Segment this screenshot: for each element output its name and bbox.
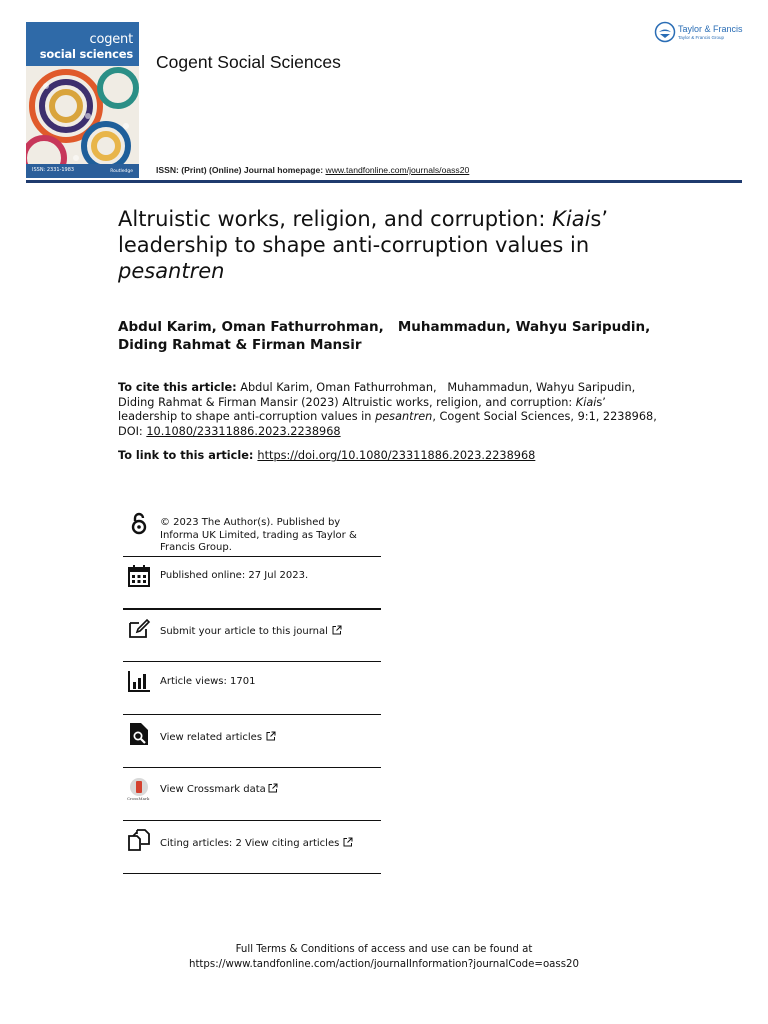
- cite-text-3: , Cogent Social Sciences, 9:1, 2238968, DOI:: [118, 410, 657, 438]
- external-link-icon: [343, 837, 353, 847]
- cite-italic-2: pesantren: [375, 410, 433, 423]
- crossmark-small-label: CrossMark: [127, 796, 150, 801]
- citing-articles-row[interactable]: [123, 820, 381, 873]
- link-label: To link to this article:: [118, 449, 254, 462]
- title-italic-1: Kiai: [552, 207, 591, 231]
- external-link-icon: [332, 625, 342, 635]
- cover-brand-cogent: cogent: [89, 32, 133, 47]
- article-title: [118, 206, 678, 284]
- terms-url[interactable]: https://www.tandfonline.com/action/journalInformation?journalCode=oass20: [188, 959, 580, 970]
- cite-text-1: Abdul Karim, Oman Fathurrohman, Muhammadun, Wahyu Saripudin, Diding Rahmat & Firman Mansir (2023) Altruistic works, religion, and corruption:: [118, 381, 639, 409]
- issn-label: ISSN: (Print) (Online) Journal homepage:: [156, 165, 324, 175]
- published-row: [123, 556, 381, 608]
- external-link-icon: [266, 731, 276, 741]
- cover-artwork: [26, 66, 139, 178]
- citing-articles-text: Citing articles: 2 View citing articles: [160, 838, 340, 849]
- bar-chart-icon: [127, 669, 151, 693]
- cover-brand-social-sciences: social sciences: [39, 47, 133, 61]
- open-access-icon: [127, 512, 151, 536]
- title-italic-2: pesantren: [118, 259, 225, 283]
- open-access-text: © 2023 The Author(s). Published by Informa UK Limited, trading as Taylor & Francis Group.: [160, 517, 357, 553]
- article-doi-url[interactable]: https://doi.org/10.1080/23311886.2023.2238968: [257, 449, 536, 462]
- calendar-icon: [127, 564, 151, 588]
- article-link-line: [118, 449, 535, 462]
- open-access-row: [123, 508, 381, 556]
- terms-footer: [0, 942, 768, 972]
- journal-homepage-link[interactable]: www.tandfonline.com/journals/oass20: [325, 165, 470, 175]
- crossmark-row[interactable]: [123, 767, 381, 820]
- external-link-icon: [268, 783, 278, 793]
- related-articles-link[interactable]: [160, 731, 382, 745]
- title-text-1: Altruistic works, religion, and corruption:: [118, 207, 553, 231]
- related-articles-icon: [127, 722, 151, 746]
- crossmark-link[interactable]: [160, 783, 382, 797]
- cite-text-2: s’ leadership to shape anti-corruption values in: [118, 395, 606, 423]
- cite-italic-1: Kiai: [575, 395, 597, 409]
- authors-line-2: Diding Rahmat & Firman Mansir: [118, 337, 362, 353]
- article-views-row: [123, 661, 381, 714]
- published-date: Published online: 27 Jul 2023.: [160, 570, 309, 581]
- authors: [118, 318, 678, 354]
- publisher-subname: Taylor & Francis Group: [678, 35, 725, 40]
- crossmark-text: View Crossmark data: [160, 784, 266, 795]
- submit-article-row[interactable]: [123, 608, 381, 661]
- citing-articles-icon: [127, 828, 151, 852]
- publisher-logo[interactable]: [654, 21, 746, 47]
- submit-article-text: Submit your article to this journal: [160, 626, 328, 637]
- header-divider: [26, 180, 742, 183]
- citation-block: [118, 381, 658, 439]
- cover-publisher: Routledge: [110, 169, 133, 174]
- issn-line: [156, 165, 469, 175]
- journal-title[interactable]: Cogent Social Sciences: [156, 52, 341, 72]
- doi-link[interactable]: 10.1080/23311886.2023.2238968: [146, 424, 341, 438]
- submit-article-link[interactable]: [160, 625, 382, 639]
- publisher-name: Taylor & Francis: [678, 24, 743, 34]
- journal-cover: [26, 22, 139, 178]
- citing-articles-link[interactable]: [160, 837, 382, 851]
- cite-label: To cite this article:: [118, 381, 237, 394]
- edit-icon: [127, 617, 151, 641]
- article-views: Article views: 1701: [160, 676, 256, 687]
- related-articles-row[interactable]: [123, 714, 381, 767]
- terms-line-1: Full Terms & Conditions of access and use can be found at: [235, 944, 533, 955]
- taylor-francis-logo-icon: [654, 21, 676, 43]
- authors-line-1: Abdul Karim, Oman Fathurrohman, Muhammadun, Wahyu Saripudin,: [118, 319, 651, 335]
- related-articles-text: View related articles: [160, 732, 263, 743]
- cover-issn: ISSN: 2331-1983: [32, 167, 75, 173]
- title-text-2: s’ leadership to shape anti-corruption values in: [118, 207, 609, 257]
